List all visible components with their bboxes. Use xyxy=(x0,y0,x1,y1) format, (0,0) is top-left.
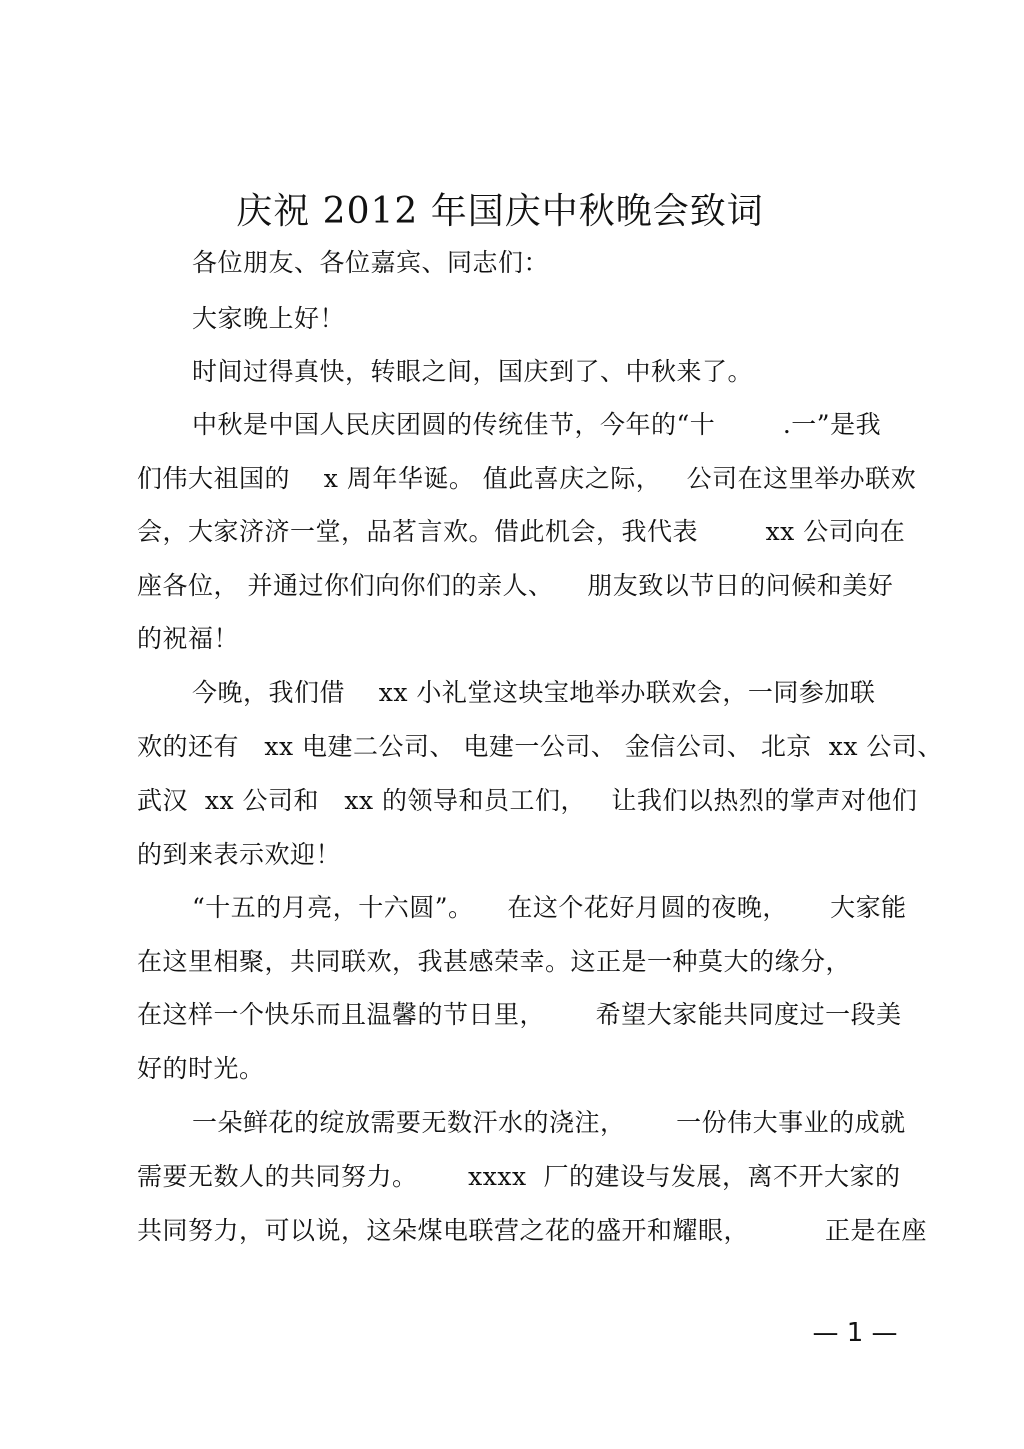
body-line: 座各位， 并通过你们向你们的亲人、 朋友致以节日的问候和美好 xyxy=(137,571,894,600)
body-line: 在这样一个快乐而且温馨的节日里， 希望大家能共同度过一段美 xyxy=(137,1000,902,1029)
body-line: 一朵鲜花的绽放需要无数汗水的浇注， 一份伟大事业的成就 xyxy=(192,1108,906,1137)
document-title: 庆祝 2012 年国庆中秋晚会致词 xyxy=(236,191,764,232)
body-line: 需要无数人的共同努力。 xxxx 厂的建设与发展，离不开大家的 xyxy=(137,1162,901,1191)
body-line: 们伟大祖国的 x 周年华诞。 值此喜庆之际， 公司在这里举办联欢 xyxy=(137,464,917,493)
page-number: — 1 — xyxy=(812,1318,898,1348)
body-line: 共同努力，可以说，这朵煤电联营之花的盛开和耀眼， 正是在座 xyxy=(137,1216,928,1245)
body-line: 今晚，我们借 xx 小礼堂这块宝地举办联欢会，一同参加联 xyxy=(192,678,876,707)
body-line: 的祝福！ xyxy=(137,624,240,653)
body-line: 会，大家济济一堂，品茗言欢。借此机会，我代表 xx 公司向在 xyxy=(137,517,906,546)
body-line: 好的时光。 xyxy=(137,1054,265,1083)
body-line: 时间过得真快，转眼之间，国庆到了、中秋来了。 xyxy=(192,357,754,386)
body-line: 欢的还有 xx 电建二公司、 电建一公司、 金信公司、 北京 xx 公司、 xyxy=(137,732,943,761)
body-line: 大家晚上好！ xyxy=(192,304,346,333)
body-line: 在这里相聚，共同联欢，我甚感荣幸。这正是一种莫大的缘分， xyxy=(137,947,852,976)
body-line: 中秋是中国人民庆团圆的传统佳节，今年的“十 .一”是我 xyxy=(192,410,882,439)
body-line: 的到来表示欢迎！ xyxy=(137,840,342,869)
body-line: “十五的月亮，十六圆”。 在这个花好月圆的夜晚， 大家能 xyxy=(192,893,907,922)
body-line: 武汉 xx 公司和 xx 的领导和员工们， 让我们以热烈的掌声对他们 xyxy=(137,786,918,815)
body-line: 各位朋友、各位嘉宾、同志们： xyxy=(192,248,550,277)
